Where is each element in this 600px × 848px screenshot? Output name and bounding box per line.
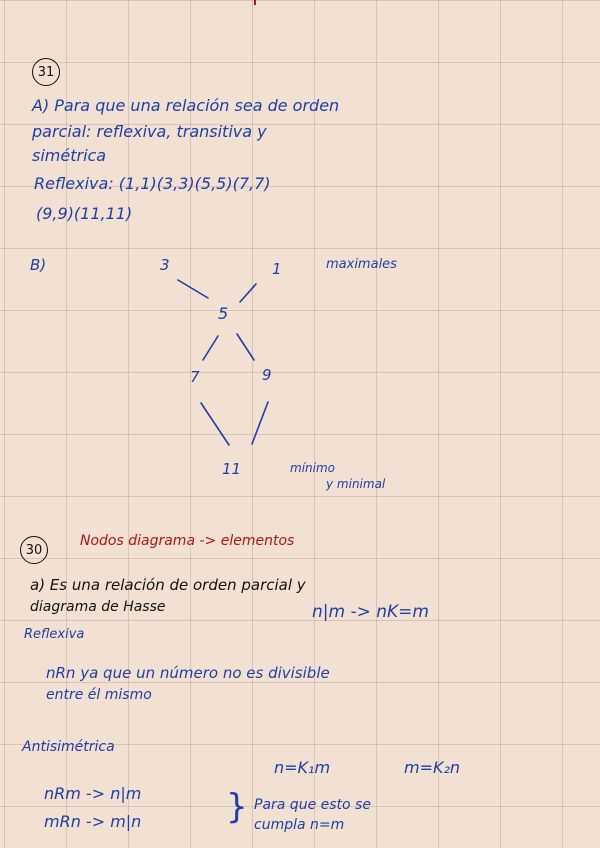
- q31-reflexiva-line1: Reflexiva: (1,1)(3,3)(5,5)(7,7): [34, 174, 271, 193]
- maximales-label: maximales: [326, 257, 397, 272]
- q30-divides-definition: n|m -> nK=m: [312, 602, 429, 622]
- q30-implication2: mRn -> m|n: [44, 812, 142, 831]
- hasse-node-1: 1: [272, 260, 282, 278]
- hasse-node-3: 3: [160, 256, 170, 274]
- hasse-node-9: 9: [262, 366, 272, 384]
- q30-conclusion-line2: cumpla n=m: [254, 817, 345, 833]
- q30-eq1: n=K₁m: [274, 758, 331, 777]
- minimal-label: y minimal: [326, 477, 386, 491]
- edge-1-5: [240, 284, 256, 302]
- brace-icon: }: [226, 787, 248, 827]
- question-number-30: 30: [20, 536, 48, 564]
- edge-7-11: [201, 403, 229, 445]
- q30-implication1: nRm -> n|m: [44, 784, 142, 803]
- q30-reflexiva-line2: entre él mismo: [46, 687, 152, 703]
- edge-5-9: [237, 334, 254, 360]
- edge-9-11: [252, 402, 268, 444]
- edge-3-5: [178, 280, 208, 298]
- q31-reflexiva-line2: (9,9)(11,11): [36, 204, 133, 223]
- q30-a-line1: a) Es una relación de orden parcial y: [30, 576, 306, 594]
- red-ink-mark: [254, 0, 256, 5]
- q31-a-line3: simétrica: [32, 146, 107, 165]
- q30-a-line2: diagrama de Hasse: [30, 599, 166, 615]
- q31-a-line1: A) Para que una relación sea de orden: [32, 96, 340, 115]
- q30-antisimetrica-title: Antisimétrica: [22, 739, 115, 755]
- hasse-node-5: 5: [218, 304, 229, 323]
- question-number-31: 31: [32, 58, 60, 86]
- hasse-node-11: 11: [222, 460, 242, 478]
- q31-a-line2: parcial: reflexiva, transitiva y: [32, 122, 267, 141]
- q30-eq2: m=K₂n: [404, 758, 461, 777]
- q30-heading: Nodos diagrama -> elementos: [80, 533, 295, 549]
- minimo-label: mínimo: [290, 461, 335, 475]
- q30-reflexiva-title: Reflexiva: [24, 627, 85, 642]
- q31-b-label: B): [30, 256, 47, 274]
- q30-conclusion-line1: Para que esto se: [254, 797, 371, 813]
- hasse-node-7: 7: [190, 368, 200, 386]
- q30-reflexiva-line1: nRn ya que un número no es divisible: [46, 664, 330, 682]
- edge-5-7: [203, 336, 218, 360]
